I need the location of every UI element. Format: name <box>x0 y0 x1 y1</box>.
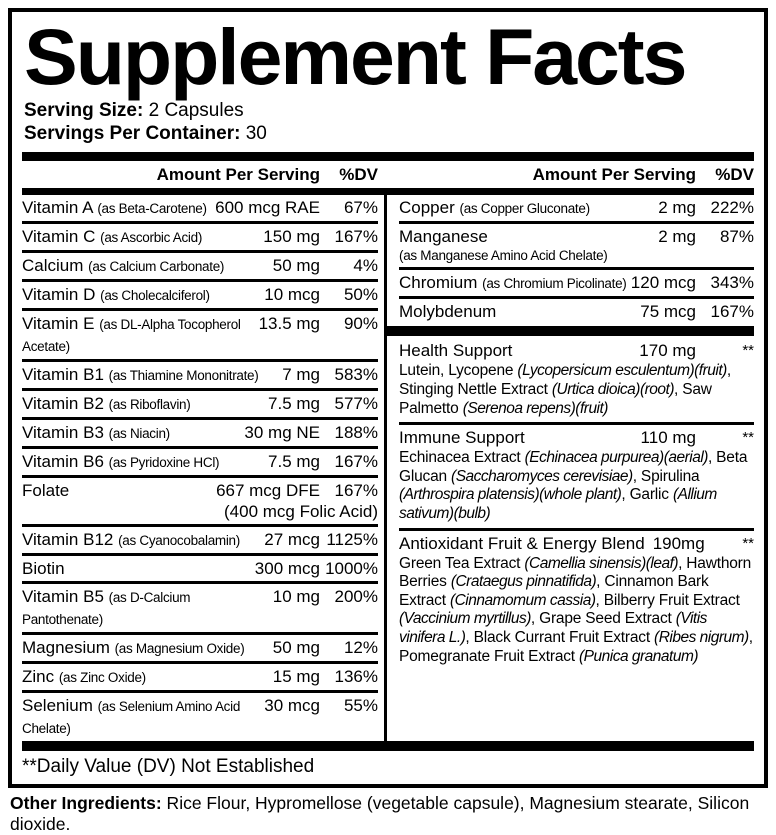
dv-header: %DV <box>715 165 754 185</box>
nutrient-dv: 167% <box>710 302 754 322</box>
nutrient-row <box>22 524 378 553</box>
nutrient-amount: 600 mcg RAE <box>215 198 320 218</box>
blend-ingredient-latin: (Lycopersicum esculentum)(fruit) <box>517 362 727 380</box>
nutrient-row <box>399 195 754 221</box>
nutrient-amount: 7 mg <box>282 365 320 385</box>
nutrient-row <box>22 553 378 581</box>
nutrient-dv: 167% <box>334 481 378 501</box>
blend-ingredient-latin: (Echinacea purpurea)(aerial) <box>524 449 708 467</box>
left-nutrient-column <box>22 195 384 741</box>
blend-ingredient-latin: (Urtica dioica)(root) <box>551 381 674 398</box>
nutrient-amount-secondary: (400 mcg Folic Acid) <box>224 502 378 522</box>
servings-per-container-label: Servings Per Container: <box>24 123 241 145</box>
blend-row <box>399 336 754 422</box>
other-ingredients-value: Rice Flour, Hypromellose (vegetable capsule), Magnesium stearate, Silicon dioxide. <box>10 793 750 835</box>
nutrient-amount: 30 mg NE <box>244 423 320 443</box>
nutrient-name: Vitamin B6 (as Pyridoxine HCl) <box>22 452 220 472</box>
blend-ingredient-latin: (Ribes nigrum) <box>654 628 749 646</box>
nutrient-name: Vitamin A (as Beta-Carotene) <box>22 198 207 218</box>
right-column-header <box>387 165 754 185</box>
blend-ingredient-latin: (Punica granatum) <box>579 647 699 665</box>
nutrient-form: (as Copper Gluconate) <box>459 201 590 217</box>
blend-ingredients <box>399 448 754 523</box>
nutrient-row <box>22 417 378 446</box>
nutrient-row <box>22 690 378 741</box>
blend-header <box>399 533 754 554</box>
nutrient-dv: 50% <box>343 285 378 305</box>
supplement-facts-panel <box>8 8 768 788</box>
blend-ingredient-name: Echinacea Extract <box>399 449 525 467</box>
nutrient-form: (as Calcium Carbonate) <box>88 259 225 275</box>
nutrient-form: (as Thiamine Mononitrate) <box>108 368 259 384</box>
nutrient-dv: 167% <box>334 452 378 472</box>
nutrient-amount: 300 mcg <box>254 559 320 579</box>
nutrient-dv: 136% <box>334 667 378 687</box>
blend-amount: 170 mg <box>639 341 696 361</box>
nutrient-form: (as Cholecalciferol) <box>100 288 210 304</box>
nutrient-amount: 13.5 mg <box>258 314 320 334</box>
blend-ingredient-name: , Saw Palmetto <box>399 381 712 417</box>
nutrient-form: (as Selenium Amino Acid Chelate) <box>22 699 241 737</box>
nutrient-dv: 67% <box>343 198 378 218</box>
blend-header <box>399 340 754 361</box>
nutrient-amount: 30 mcg <box>264 696 320 716</box>
divider-bar-blends <box>387 326 754 336</box>
panel-title: Supplement Facts <box>24 12 686 101</box>
nutrient-name: Folate <box>22 481 70 501</box>
servings-per-container-value: 30 <box>240 123 267 145</box>
nutrient-row <box>399 296 754 324</box>
blend-name: Antioxidant Fruit & Energy Blend <box>399 533 645 553</box>
blend-ingredients <box>399 361 754 418</box>
nutrient-row <box>22 279 378 308</box>
blend-ingredient-name: , Hawthorn Berries <box>399 554 752 591</box>
nutrient-amount: 120 mcg <box>630 273 696 293</box>
nutrient-name: Biotin <box>22 559 65 579</box>
nutrient-amount: 10 mcg <box>264 285 320 305</box>
nutrient-row <box>22 359 378 388</box>
nutrient-form: (as Cyanocobalamin) <box>118 533 240 549</box>
divider-bar-bottom <box>22 741 754 751</box>
nutrient-amount: 150 mg <box>263 227 320 247</box>
blend-ingredient-name: , Garlic <box>621 486 673 504</box>
nutrient-dv: 167% <box>334 227 378 247</box>
blend-ingredient-name: , Spirulina <box>632 467 700 485</box>
blend-dv: ** <box>742 534 754 552</box>
nutrient-row <box>22 195 378 221</box>
blend-amount: 190mg <box>652 533 705 553</box>
nutrient-dv: 90% <box>343 314 378 334</box>
nutrient-name: Vitamin D (as Cholecalciferol) <box>22 285 210 305</box>
nutrient-row <box>399 221 754 267</box>
nutrient-form: (as Beta-Carotene) <box>97 201 207 217</box>
blend-row <box>399 422 754 527</box>
nutrient-columns <box>22 195 754 741</box>
blend-dv: ** <box>742 429 754 447</box>
nutrient-name: Magnesium (as Magnesium Oxide) <box>22 638 245 658</box>
other-ingredients-line <box>10 793 768 835</box>
nutrient-row <box>22 250 378 279</box>
nutrient-form: (as Ascorbic Acid) <box>100 230 203 246</box>
nutrient-name: Selenium (as Selenium Amino Acid Chelate) <box>22 696 241 737</box>
nutrient-name: Vitamin B2 (as Riboflavin) <box>22 394 191 414</box>
nutrient-name: Copper (as Copper Gluconate) <box>399 198 590 218</box>
blend-ingredient-name: , Grape Seed Extract <box>530 610 676 628</box>
nutrient-row <box>399 267 754 296</box>
nutrient-dv: 87% <box>719 227 754 247</box>
blend-ingredient-name: Green Tea Extract <box>399 554 525 572</box>
servings-per-container-line <box>24 122 754 145</box>
blend-ingredient-latin: (Allium sativum)(bulb) <box>399 486 717 522</box>
blend-dv: ** <box>742 342 754 360</box>
nutrient-name: Calcium (as Calcium Carbonate) <box>22 256 225 276</box>
nutrient-amount: 27 mcg <box>264 530 320 550</box>
nutrient-dv: 12% <box>343 638 378 658</box>
nutrient-row <box>22 308 378 359</box>
nutrient-form: (as Pyridoxine HCl) <box>108 455 220 471</box>
nutrient-dv: 343% <box>710 273 754 293</box>
blend-ingredient-latin: (Vitis vinifera L.) <box>399 610 707 646</box>
nutrient-dv: 4% <box>353 256 378 276</box>
right-nutrient-column <box>387 195 754 741</box>
nutrient-name: Zinc (as Zinc Oxide) <box>22 667 146 687</box>
serving-size-line <box>24 99 754 122</box>
nutrient-name: Vitamin B3 (as Niacin) <box>22 423 170 443</box>
blend-ingredient-latin: (Serenoa repens)(fruit) <box>462 399 608 417</box>
blend-ingredient-name: , Stinging Nettle Extract <box>399 362 731 398</box>
nutrient-form: (as Magnesium Oxide) <box>114 641 245 657</box>
nutrient-form: (as Riboflavin) <box>108 397 191 413</box>
blend-ingredient-latin: (Camellia sinensis)(leaf) <box>524 554 679 572</box>
nutrient-amount: 50 mg <box>272 638 320 658</box>
dv-header: %DV <box>339 165 378 185</box>
nutrient-dv: 200% <box>334 587 378 607</box>
nutrient-amount: 7.5 mg <box>268 394 320 414</box>
nutrient-name: Vitamin B5 (as D-Calcium Pantothenate) <box>22 587 191 628</box>
nutrient-name: Vitamin B1 (as Thiamine Mononitrate) <box>22 365 259 385</box>
nutrient-row <box>22 475 378 524</box>
nutrient-amount: 7.5 mg <box>268 452 320 472</box>
nutrient-form: (as Zinc Oxide) <box>58 670 146 686</box>
column-headers <box>22 161 754 188</box>
nutrient-amount: 2 mg <box>658 227 696 247</box>
blend-ingredient-latin: (Cinnamomum cassia) <box>449 591 596 609</box>
blend-ingredient-name: , Bilberry Fruit Extract <box>595 591 740 609</box>
nutrient-form: (as Chromium Picolinate) <box>482 276 627 292</box>
nutrient-name: Chromium (as Chromium Picolinate) <box>399 273 627 293</box>
nutrient-form: (as Manganese Amino Acid Chelate) <box>399 248 608 264</box>
nutrient-dv: 188% <box>334 423 378 443</box>
blend-ingredient-latin: (Arthrospira platensis)(whole plant) <box>399 486 622 504</box>
blend-name: Immune Support <box>399 428 525 448</box>
nutrient-row <box>22 581 378 632</box>
left-column-header <box>22 165 384 185</box>
blend-name: Health Support <box>399 341 513 361</box>
amount-per-serving-header: Amount Per Serving <box>532 165 696 185</box>
nutrient-row <box>22 388 378 417</box>
nutrient-name: Molybdenum <box>399 302 497 322</box>
blend-ingredient-name: Lutein, Lycopene <box>399 362 518 380</box>
nutrient-name: Vitamin C (as Ascorbic Acid) <box>22 227 203 247</box>
serving-size-label: Serving Size: <box>24 100 144 122</box>
nutrient-dv: 1125% <box>326 530 378 550</box>
nutrient-name: Manganese (as Manganese Amino Acid Chelate) <box>399 226 658 265</box>
divider-bar-under-headers <box>22 188 754 195</box>
nutrient-amount: 2 mg <box>658 198 696 218</box>
nutrient-amount: 10 mg <box>272 587 320 607</box>
other-ingredients-label: Other Ingredients: <box>10 793 162 814</box>
nutrient-row <box>22 221 378 250</box>
nutrient-dv: 583% <box>334 365 378 385</box>
serving-size-value: 2 Capsules <box>143 100 244 122</box>
blend-ingredient-name: , Beta Glucan <box>399 449 748 485</box>
nutrient-name: Vitamin E (as DL-Alpha Tocopherol Acetate) <box>22 314 241 355</box>
blend-header <box>399 427 754 448</box>
amount-per-serving-header: Amount Per Serving <box>156 165 320 185</box>
blend-row <box>399 528 754 671</box>
daily-value-footnote: **Daily Value (DV) Not Established <box>22 756 315 778</box>
nutrient-amount: 667 mcg DFE <box>216 481 320 501</box>
nutrient-row <box>22 661 378 690</box>
nutrient-row <box>22 446 378 475</box>
nutrient-name: Vitamin B12 (as Cyanocobalamin) <box>22 530 240 550</box>
nutrient-amount: 15 mg <box>272 667 320 687</box>
nutrient-dv: 1000% <box>325 559 378 579</box>
nutrient-form: (as D-Calcium Pantothenate) <box>22 590 191 628</box>
nutrient-amount: 75 mcg <box>640 302 696 322</box>
nutrient-dv: 222% <box>710 198 754 218</box>
nutrient-dv: 577% <box>334 394 378 414</box>
nutrient-form: (as DL-Alpha Tocopherol Acetate) <box>22 317 241 355</box>
blend-ingredient-name: , Pomegranate Fruit Extract <box>399 628 753 665</box>
blend-ingredients <box>399 554 754 667</box>
blend-ingredient-name: , Black Currant Fruit Extract <box>465 628 655 646</box>
blend-ingredient-name: , Cinnamon Bark Extract <box>399 573 709 609</box>
nutrient-form: (as Niacin) <box>108 426 170 442</box>
nutrient-dv: 55% <box>343 696 378 716</box>
blend-ingredient-latin: (Saccharomyces cerevisiae) <box>451 467 633 485</box>
blend-ingredient-latin: (Crataegus pinnatifida) <box>450 573 597 591</box>
blend-amount: 110 mg <box>640 428 696 448</box>
blend-ingredient-latin: (Vaccinium myrtillus) <box>399 610 531 628</box>
nutrient-amount: 50 mg <box>272 256 320 276</box>
divider-bar-top <box>22 152 754 161</box>
nutrient-row <box>22 632 378 661</box>
